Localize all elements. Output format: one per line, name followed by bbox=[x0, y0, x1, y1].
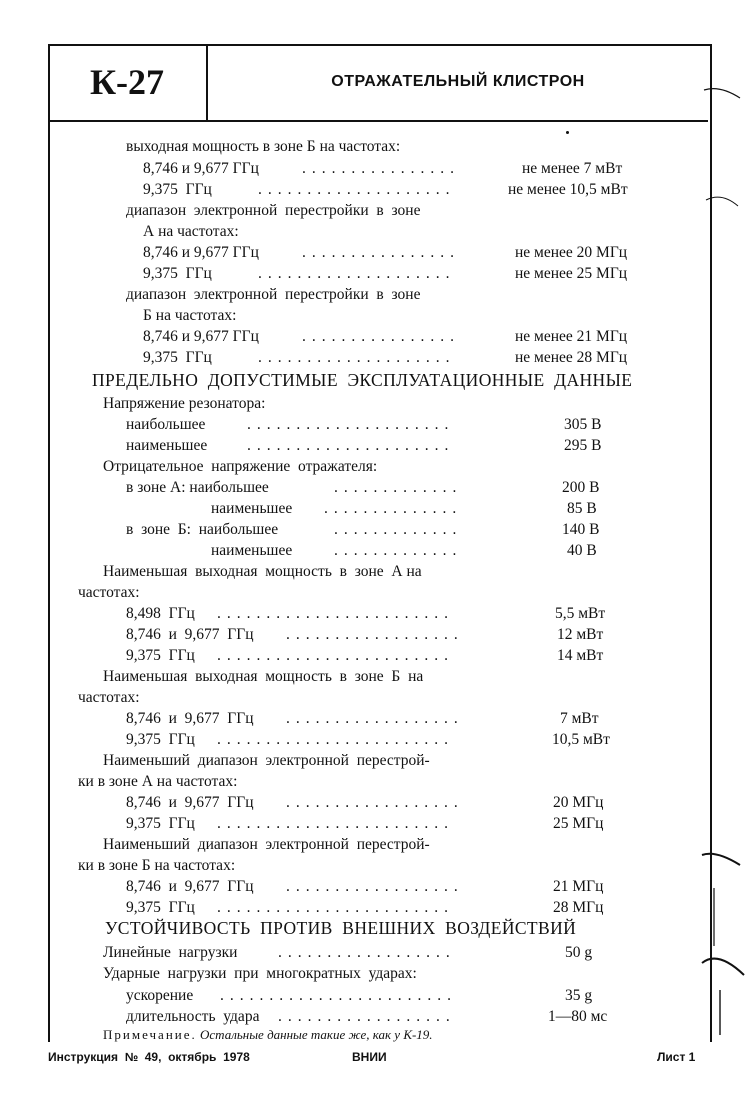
leader-dots: ................ bbox=[302, 244, 460, 261]
stability-value: 50 g bbox=[565, 944, 593, 961]
limits-row bbox=[103, 836, 700, 856]
limits-label: 9,375 ГГц bbox=[126, 815, 195, 832]
rows-value: не менее 25 МГц bbox=[515, 265, 628, 282]
limits-value: 20 МГц bbox=[553, 794, 604, 811]
rows-row bbox=[126, 286, 700, 306]
rows-row bbox=[143, 244, 700, 264]
leader-dots: ..................... bbox=[247, 437, 455, 454]
limits-row bbox=[103, 458, 700, 478]
limits-row bbox=[103, 752, 700, 772]
limits-row bbox=[126, 794, 700, 814]
footer-left: Инструкция № 49, октябрь 1978 bbox=[48, 1050, 250, 1064]
leader-dots: ........................ bbox=[220, 987, 457, 1004]
document-title: ОТРАЖАТЕЛЬНЫЙ КЛИСТРОН bbox=[331, 73, 585, 90]
limits-row bbox=[78, 584, 700, 604]
rows-row bbox=[143, 223, 700, 243]
leader-dots: .................. bbox=[286, 710, 464, 727]
leader-dots: ..................... bbox=[247, 416, 455, 433]
limits-row bbox=[126, 626, 700, 646]
limits-row bbox=[103, 668, 700, 688]
limits-label: 8,746 и 9,677 ГГц bbox=[126, 710, 254, 727]
limits-row bbox=[103, 395, 700, 415]
limits-label: наименьшее bbox=[211, 500, 293, 517]
limits-value: 7 мВт bbox=[560, 710, 599, 727]
limits-label: наибольшее bbox=[126, 416, 206, 433]
limits-row bbox=[126, 521, 700, 541]
leader-dots: ................ bbox=[302, 160, 460, 177]
limits-value: 21 МГц bbox=[553, 878, 604, 895]
leader-dots: .................. bbox=[278, 1008, 456, 1025]
leader-dots: .................. bbox=[286, 794, 464, 811]
rows-label: А на частотах: bbox=[143, 223, 239, 240]
leader-dots: ........................ bbox=[217, 815, 454, 832]
leader-dots: ........................ bbox=[217, 647, 454, 664]
limits-value: 85 В bbox=[567, 500, 597, 517]
leader-dots: ........................ bbox=[217, 899, 454, 916]
rows-label: 9,375 ГГц bbox=[143, 265, 212, 282]
stability-label: Линейные нагрузки bbox=[103, 944, 238, 961]
limits-row bbox=[211, 500, 700, 520]
limits-row bbox=[78, 857, 700, 877]
leader-dots: ............. bbox=[334, 479, 463, 496]
rows-label: 8,746 и 9,677 ГГц bbox=[143, 160, 259, 177]
limits-row bbox=[126, 647, 700, 667]
limits-value: 5,5 мВт bbox=[555, 605, 606, 622]
rows-row bbox=[143, 328, 700, 348]
limits-row bbox=[126, 437, 700, 457]
limits-label: 9,375 ГГц bbox=[126, 899, 195, 916]
limits-row bbox=[126, 878, 700, 898]
limits-value: 28 МГц bbox=[553, 899, 604, 916]
limits-label: 9,375 ГГц bbox=[126, 731, 195, 748]
leader-dots: .................... bbox=[258, 181, 456, 198]
limits-row bbox=[126, 605, 700, 625]
leader-dots: .................. bbox=[286, 626, 464, 643]
limits-label: Напряжение резонатора: bbox=[103, 395, 266, 412]
limits-row bbox=[78, 689, 700, 709]
limits-label: ки в зоне А на частотах: bbox=[78, 773, 238, 790]
rows-label: 9,375 ГГц bbox=[143, 349, 212, 366]
rows-row bbox=[126, 202, 700, 222]
rows-label: Б на частотах: bbox=[143, 307, 237, 324]
limits-label: Наименьшая выходная мощность в зоне А на bbox=[103, 563, 422, 580]
leader-dots: ................ bbox=[302, 328, 460, 345]
leader-dots: .................... bbox=[258, 265, 456, 282]
limits-label: 8,498 ГГц bbox=[126, 605, 195, 622]
leader-dots: .............. bbox=[324, 500, 463, 517]
leader-dots: ........................ bbox=[217, 605, 454, 622]
limits-label: наименьшее bbox=[126, 437, 208, 454]
rows-value: не менее 10,5 мВт bbox=[508, 181, 628, 198]
limits-value: 295 В bbox=[564, 437, 602, 454]
limits-label: в зоне А: наибольшее bbox=[126, 479, 269, 496]
limits-label: частотах: bbox=[78, 689, 140, 706]
margin-marks bbox=[700, 80, 750, 1080]
limits-label: 8,746 и 9,677 ГГц bbox=[126, 626, 254, 643]
rows-row bbox=[143, 181, 700, 201]
limits-value: 140 В bbox=[562, 521, 600, 538]
limits-label: 8,746 и 9,677 ГГц bbox=[126, 878, 254, 895]
stability-row bbox=[126, 1008, 700, 1028]
leader-dots: ............. bbox=[334, 542, 463, 559]
limits-label: Наименьший диапазон электронной перестрой- bbox=[103, 752, 430, 769]
rows-label: выходная мощность в зоне Б на частотах: bbox=[126, 138, 401, 155]
rows-label: диапазон электронной перестройки в зоне bbox=[126, 202, 421, 219]
stability-value: 1—80 мс bbox=[548, 1008, 608, 1025]
stability-row bbox=[126, 987, 700, 1007]
limits-row bbox=[126, 479, 700, 499]
note-line bbox=[103, 1027, 433, 1043]
leader-dots: ............. bbox=[334, 521, 463, 538]
note-head: Примечание. bbox=[103, 1027, 197, 1042]
note-text: Остальные данные такие же, как у К-19. bbox=[200, 1027, 433, 1042]
limits-row bbox=[126, 731, 700, 751]
limits-label: 8,746 и 9,677 ГГц bbox=[126, 794, 254, 811]
rows-row bbox=[143, 160, 700, 180]
stability-row bbox=[103, 965, 700, 985]
speck-mark bbox=[566, 131, 569, 134]
limits-row bbox=[211, 542, 700, 562]
rows-label: 8,746 и 9,677 ГГц bbox=[143, 244, 259, 261]
footer-right: Лист 1 bbox=[657, 1050, 696, 1064]
device-code: К-27 bbox=[48, 44, 208, 120]
rows-value: не менее 7 мВт bbox=[522, 160, 623, 177]
rows-label: 8,746 и 9,677 ГГц bbox=[143, 328, 259, 345]
leader-dots: ........................ bbox=[217, 731, 454, 748]
limits-value: 25 МГц bbox=[553, 815, 604, 832]
limits-value: 40 В bbox=[567, 542, 597, 559]
rows-value: не менее 28 МГц bbox=[515, 349, 628, 366]
rows-row bbox=[126, 138, 700, 158]
limits-row bbox=[126, 815, 700, 835]
leader-dots: .................... bbox=[258, 349, 456, 366]
limits-value: 305 В bbox=[564, 416, 602, 433]
limits-label: Наименьший диапазон электронной перестрой- bbox=[103, 836, 430, 853]
rows-row bbox=[143, 349, 700, 369]
limits-label: в зоне Б: наибольшее bbox=[126, 521, 279, 538]
limits-label: наименьшее bbox=[211, 542, 293, 559]
limits-value: 12 мВт bbox=[557, 626, 604, 643]
limits-row bbox=[126, 416, 700, 436]
section-heading-limits: ПРЕДЕЛЬНО ДОПУСТИМЫЕ ЭКСПЛУАТАЦИОННЫЕ ДАННЫЕ bbox=[92, 370, 633, 390]
rows-row bbox=[143, 265, 700, 285]
footer-center: ВНИИ bbox=[352, 1050, 387, 1064]
rows-row bbox=[143, 307, 700, 327]
limits-label: 9,375 ГГц bbox=[126, 647, 195, 664]
limits-label: ки в зоне Б на частотах: bbox=[78, 857, 236, 874]
section-heading-stability: УСТОЙЧИВОСТЬ ПРОТИВ ВНЕШНИХ ВОЗДЕЙСТВИЙ bbox=[105, 918, 577, 938]
limits-row bbox=[78, 773, 700, 793]
leader-dots: .................. bbox=[278, 944, 456, 961]
limits-row bbox=[126, 899, 700, 919]
limits-label: частотах: bbox=[78, 584, 140, 601]
leader-dots: .................. bbox=[286, 878, 464, 895]
rows-value: не менее 21 МГц bbox=[515, 328, 628, 345]
rows-label: диапазон электронной перестройки в зоне bbox=[126, 286, 421, 303]
stability-label: Ударные нагрузки при многократных ударах: bbox=[103, 965, 417, 982]
rows-label: 9,375 ГГц bbox=[143, 181, 212, 198]
limits-value: 10,5 мВт bbox=[552, 731, 610, 748]
document-header bbox=[48, 44, 708, 122]
limits-value: 14 мВт bbox=[557, 647, 604, 664]
limits-label: Наименьшая выходная мощность в зоне Б на bbox=[103, 668, 424, 685]
limits-value: 200 В bbox=[562, 479, 600, 496]
stability-label: длительность удара bbox=[126, 1008, 260, 1025]
rows-value: не менее 20 МГц bbox=[515, 244, 628, 261]
limits-row bbox=[126, 710, 700, 730]
stability-value: 35 g bbox=[565, 987, 593, 1004]
stability-label: ускорение bbox=[126, 987, 194, 1004]
limits-label: Отрицательное напряжение отражателя: bbox=[103, 458, 378, 475]
limits-row bbox=[103, 563, 700, 583]
stability-row bbox=[103, 944, 700, 964]
